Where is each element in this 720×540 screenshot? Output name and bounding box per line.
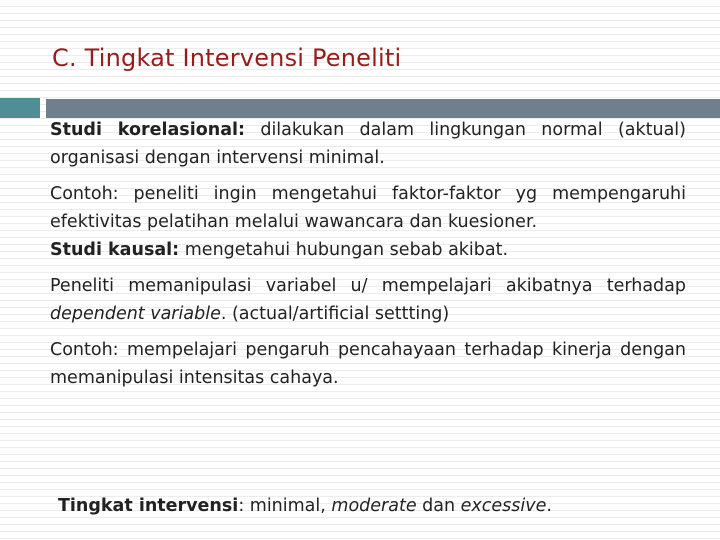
footer-line: [58, 492, 552, 520]
paragraph-kausal: [50, 236, 686, 264]
footer-period: .: [546, 496, 552, 516]
slide-title: C. Tingkat Intervensi Peneliti: [52, 44, 402, 72]
paragraph-korelasional: [50, 116, 686, 172]
paragraph-contoh-1: Contoh: peneliti ingin mengetahui faktor-faktor yg mempengaruhi efektivitas pelatihan melalui wawancara dan kuesioner.: [50, 184, 686, 232]
text-dependent-variable: dependent variable: [50, 304, 221, 324]
slide-body: [50, 116, 686, 392]
footer-excessive: excessive: [460, 496, 547, 516]
text-manipulasi-a: Peneliti memanipulasi variabel u/ mempelajari akibatnya terhadap: [50, 276, 686, 296]
footer-dan: dan: [416, 496, 461, 516]
footer-colon: : minimal,: [238, 496, 332, 516]
text-manipulasi-b: . (actual/artificial settting): [220, 304, 450, 324]
accent-bar-teal: [0, 98, 40, 118]
text-korelasional: dilakukan dalam lingkungan normal (aktual) organisasi dengan intervensi minimal.: [50, 120, 686, 168]
label-korelasional: Studi korelasional:: [50, 120, 246, 140]
paragraph-contoh-2: Contoh: mempelajari pengaruh pencahayaan terhadap kinerja dengan memanipulasi intensitas cahaya.: [50, 340, 686, 388]
label-kausal: Studi kausal:: [50, 240, 180, 260]
footer-label: Tingkat intervensi: [58, 496, 239, 516]
text-kausal: mengetahui hubungan sebab akibat.: [179, 240, 509, 260]
footer-moderate: moderate: [331, 496, 417, 516]
paragraph-manipulasi: [50, 272, 686, 328]
